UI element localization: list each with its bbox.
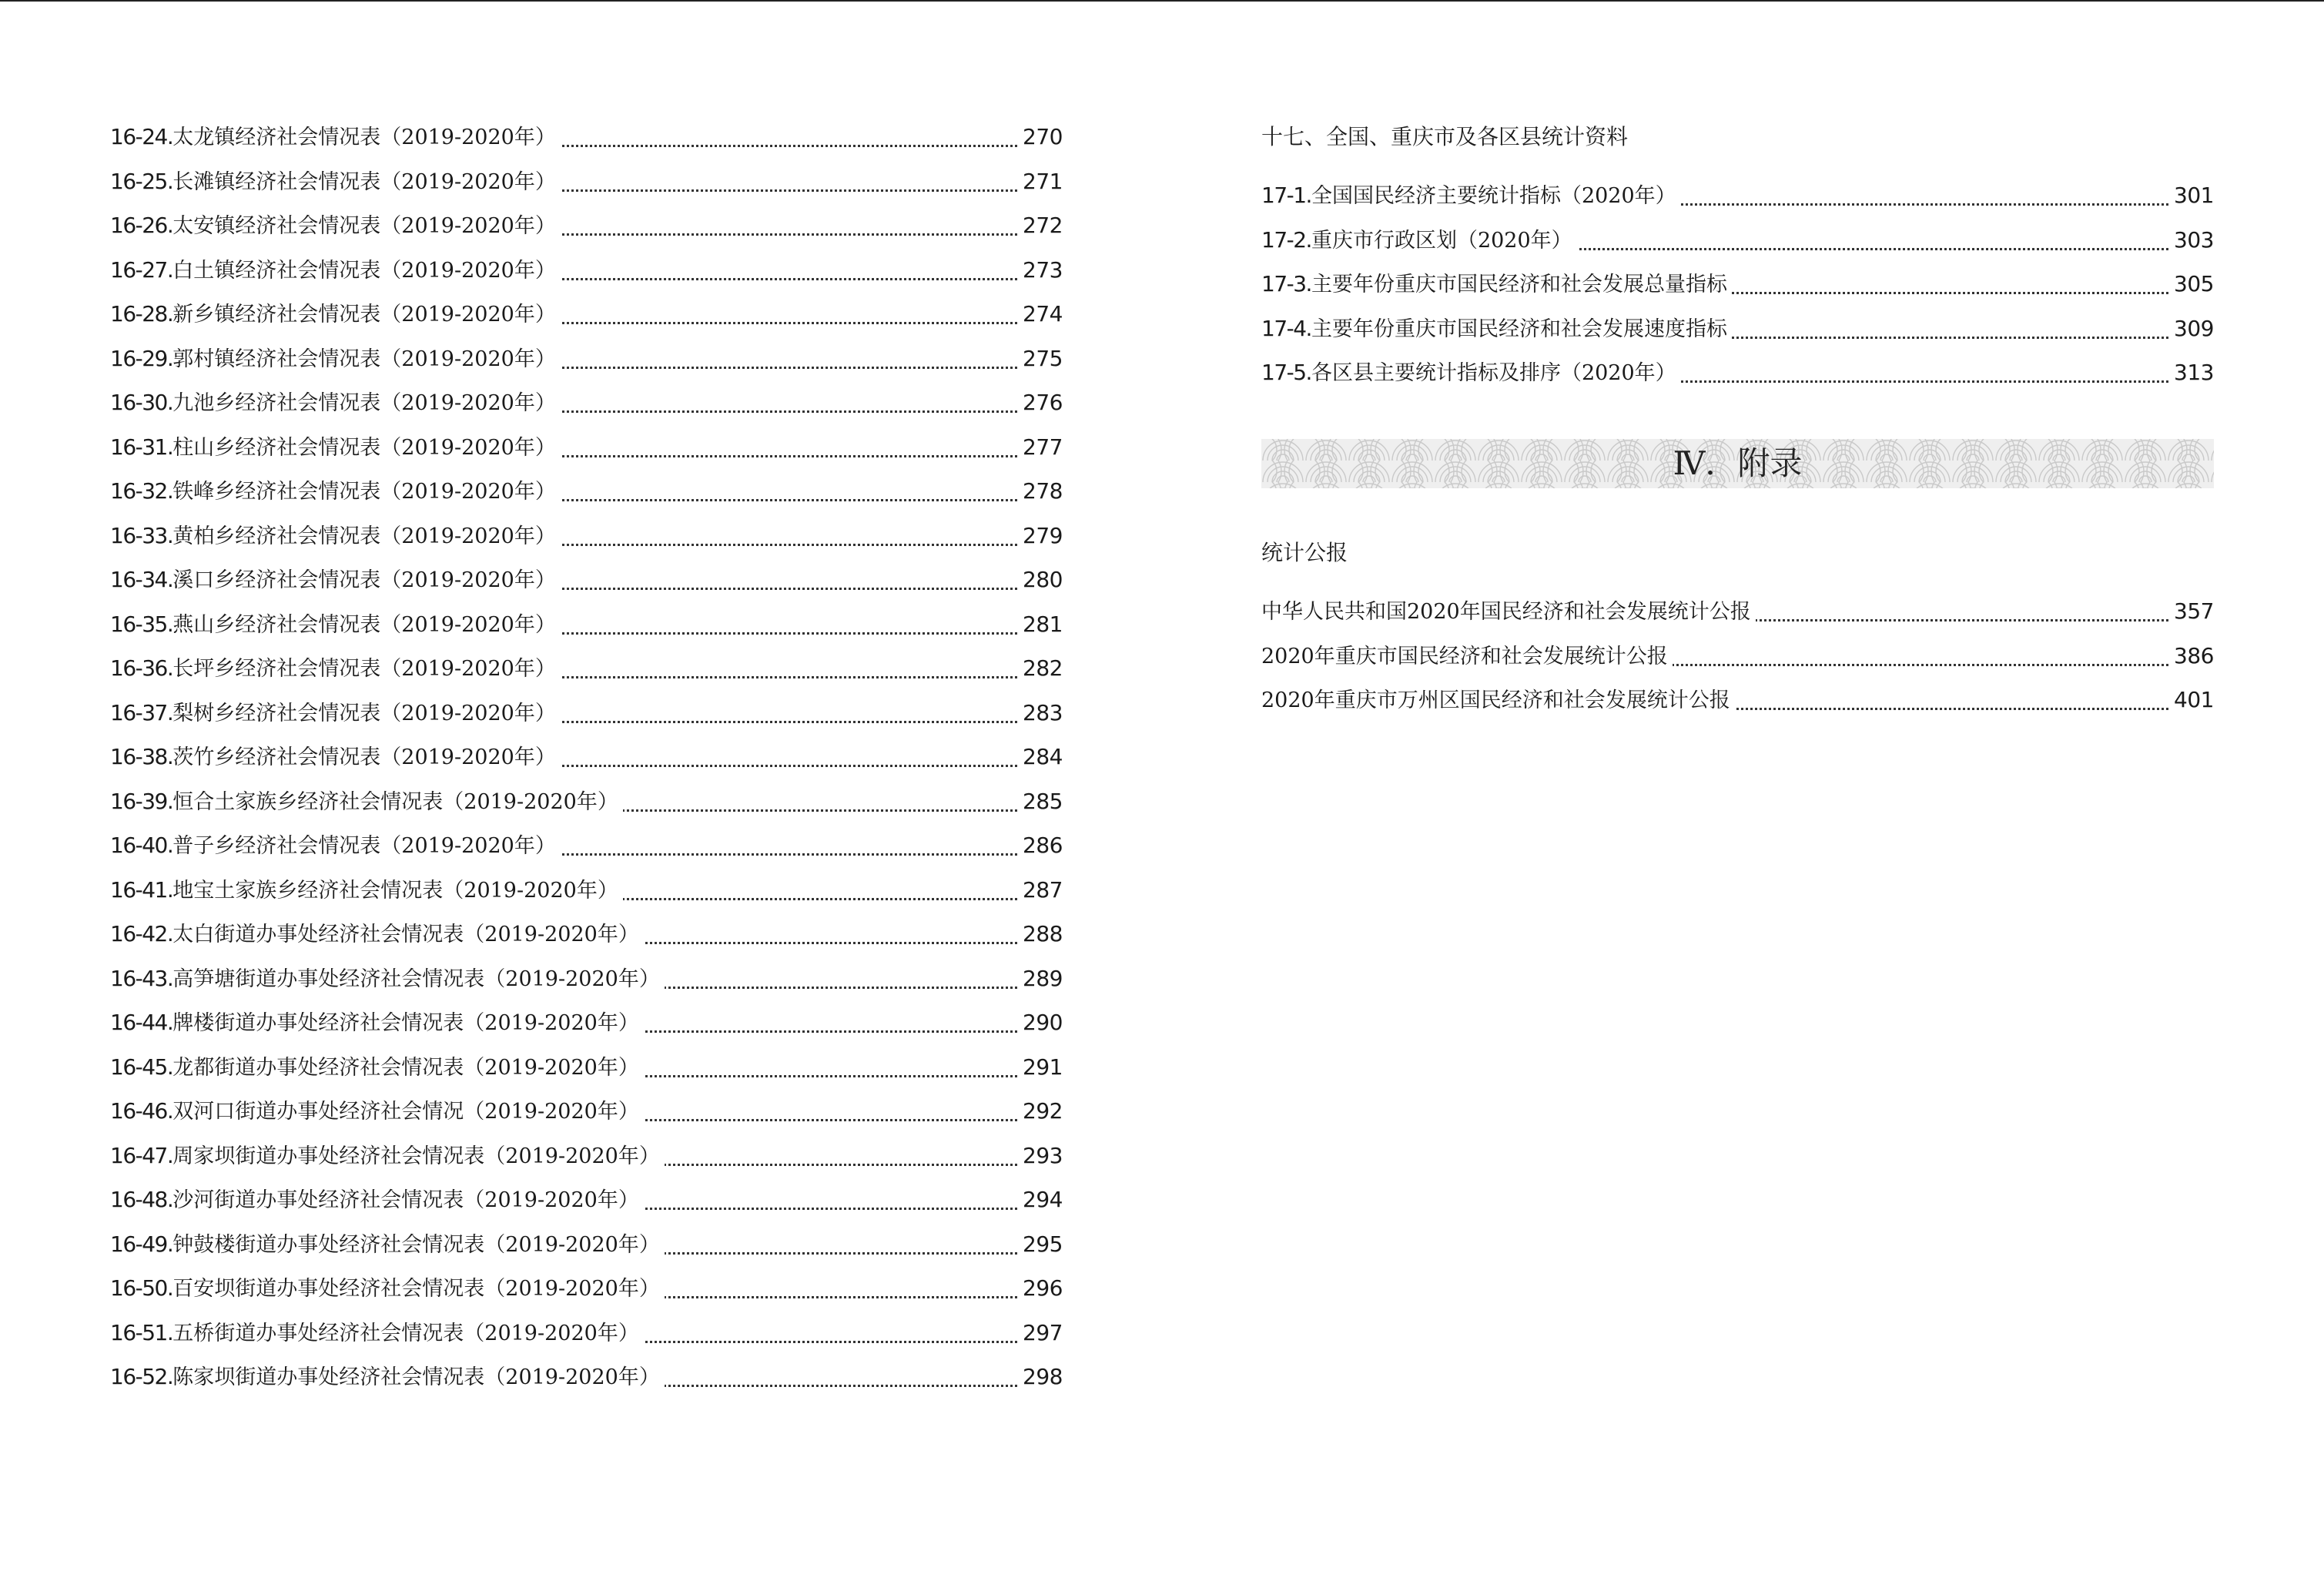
toc-entry-label bbox=[110, 343, 561, 375]
toc-entry-label bbox=[110, 299, 561, 330]
toc-entry-title: 太龙镇经济社会情况表（2019-2020年） bbox=[172, 126, 556, 149]
toc-entry-title: 溪口乡经济社会情况表（2019-2020年） bbox=[172, 568, 556, 592]
toc-left-column bbox=[110, 116, 1063, 1400]
toc-entry-page: 277 bbox=[1020, 432, 1063, 463]
toc-entry-title: 郭村镇经济社会情况表（2019-2020年） bbox=[172, 347, 556, 371]
toc-entry-title: 黄柏乡经济社会情况表（2019-2020年） bbox=[172, 524, 556, 548]
toc-entry-title: 主要年份重庆市国民经济和社会发展速度指标 bbox=[1311, 317, 1727, 341]
toc-entry[interactable] bbox=[110, 1312, 1063, 1356]
toc-entry-title: 陈家坝街道办事处经济社会情况表（2019-2020年） bbox=[172, 1365, 660, 1389]
toc-entry-title: 梨树乡经济社会情况表（2019-2020年） bbox=[172, 701, 556, 725]
toc-entry[interactable] bbox=[110, 249, 1063, 293]
toc-entry-label bbox=[110, 1096, 644, 1127]
toc-entry-label bbox=[1261, 313, 1732, 345]
toc-entry-number: 16-31. bbox=[110, 434, 173, 460]
toc-entry-page: 275 bbox=[1020, 343, 1063, 374]
toc-entry-page: 282 bbox=[1020, 653, 1063, 684]
toc-entry-number: 17-2. bbox=[1261, 226, 1311, 253]
toc-entry-page: 297 bbox=[1020, 1318, 1063, 1348]
toc-entry-label bbox=[110, 875, 623, 906]
toc-entry[interactable] bbox=[110, 957, 1063, 1002]
toc-entry[interactable] bbox=[110, 381, 1063, 426]
toc-entry-page: 305 bbox=[2171, 269, 2214, 300]
toc-entry[interactable] bbox=[110, 1267, 1063, 1312]
toc-entry-title: 五桥街道办事处经济社会情况表（2019-2020年） bbox=[172, 1321, 639, 1345]
toc-entry-label bbox=[110, 521, 561, 552]
toc-entry[interactable] bbox=[1261, 590, 2214, 635]
toc-entry-title: 钟鼓楼街道办事处经济社会情况表（2019-2020年） bbox=[172, 1232, 660, 1257]
toc-entry-page: 272 bbox=[1020, 210, 1063, 241]
toc-entry-title: 白土镇经济社会情况表（2019-2020年） bbox=[172, 258, 556, 283]
toc-entry-page: 288 bbox=[1020, 919, 1063, 950]
toc-entry-label bbox=[110, 609, 561, 641]
bulletins-heading: 统计公报 bbox=[1261, 540, 1348, 565]
toc-entry-title: 各区县主要统计指标及排序（2020年） bbox=[1311, 361, 1676, 385]
toc-entry[interactable] bbox=[110, 603, 1063, 648]
toc-entry-page: 291 bbox=[1020, 1052, 1063, 1083]
toc-entry-title: 太白街道办事处经济社会情况表（2019-2020年） bbox=[172, 923, 639, 946]
toc-entry[interactable] bbox=[110, 470, 1063, 514]
toc-entry-title: 普子乡经济社会情况表（2019-2020年） bbox=[172, 834, 556, 858]
toc-entry[interactable] bbox=[110, 337, 1063, 382]
toc-entry-title: 重庆市行政区划（2020年） bbox=[1311, 228, 1572, 253]
toc-entry-number: 16-30. bbox=[110, 390, 173, 415]
toc-entry-page: 274 bbox=[1020, 299, 1063, 330]
toc-entry-title: 龙都街道办事处经济社会情况表（2019-2020年） bbox=[172, 1055, 639, 1080]
toc-entry-page: 289 bbox=[1020, 963, 1063, 994]
toc-entry-title: 新乡镇经济社会情况表（2019-2020年） bbox=[172, 303, 556, 327]
toc-entry-page: 386 bbox=[2171, 641, 2214, 672]
toc-entry-page: 284 bbox=[1020, 742, 1063, 772]
toc-entry-number: 16-35. bbox=[110, 611, 173, 637]
toc-entry-number: 16-50. bbox=[110, 1275, 173, 1301]
toc-entry-title: 主要年份重庆市国民经济和社会发展总量指标 bbox=[1311, 273, 1727, 296]
toc-entry-number: 16-27. bbox=[110, 256, 173, 283]
toc-entry-number: 16-37. bbox=[110, 699, 173, 725]
toc-entry-page: 271 bbox=[1020, 166, 1063, 197]
toc-entry-page: 287 bbox=[1020, 875, 1063, 906]
toc-entry[interactable] bbox=[110, 780, 1063, 825]
toc-entry-page: 280 bbox=[1020, 565, 1063, 595]
toc-entry-page: 292 bbox=[1020, 1096, 1063, 1127]
toc-entry-title: 全国国民经济主要统计指标（2020年） bbox=[1311, 184, 1676, 208]
toc-entry-title: 太安镇经济社会情况表（2019-2020年） bbox=[172, 214, 556, 238]
toc-entry-number: 16-44. bbox=[110, 1010, 173, 1035]
toc-entry-title: 百安坝街道办事处经济社会情况表（2019-2020年） bbox=[172, 1277, 660, 1301]
toc-entry-number: 16-28. bbox=[110, 301, 173, 327]
toc-entry-title: 牌楼街道办事处经济社会情况表（2019-2020年） bbox=[172, 1011, 639, 1035]
toc-entry-label bbox=[110, 1141, 665, 1172]
toc-entry-number: 16-45. bbox=[110, 1054, 173, 1080]
toc-entry[interactable] bbox=[110, 1355, 1063, 1400]
appendix-title: Ⅳ．附录 bbox=[1673, 444, 1803, 482]
toc-entry[interactable] bbox=[110, 1001, 1063, 1046]
toc-entry[interactable] bbox=[110, 1046, 1063, 1090]
toc-entry-title: 2020年重庆市万州区国民经济和社会发展统计公报 bbox=[1261, 688, 1730, 712]
toc-entry-label bbox=[110, 1318, 644, 1349]
toc-entry-label bbox=[110, 1184, 644, 1216]
toc-entry[interactable] bbox=[110, 558, 1063, 603]
toc-entry-label bbox=[110, 698, 561, 729]
toc-entry[interactable] bbox=[110, 913, 1063, 957]
toc-entry-number: 16-48. bbox=[110, 1187, 173, 1212]
toc-entry-number: 16-29. bbox=[110, 345, 173, 371]
toc-entry-number: 16-49. bbox=[110, 1231, 173, 1257]
toc-entry-label bbox=[110, 963, 665, 995]
toc-entry-page: 293 bbox=[1020, 1141, 1063, 1171]
toc-entry-title: 柱山乡经济社会情况表（2019-2020年） bbox=[172, 435, 556, 460]
toc-entry-page: 281 bbox=[1020, 609, 1063, 640]
toc-entry-title: 恒合土家族乡经济社会情况表（2019-2020年） bbox=[172, 789, 618, 814]
toc-entry-number: 16-51. bbox=[110, 1319, 173, 1345]
toc-entry-page: 285 bbox=[1020, 786, 1063, 817]
page-top-border bbox=[0, 0, 2324, 2]
toc-entry-label bbox=[110, 1229, 665, 1261]
toc-entry[interactable] bbox=[1261, 174, 2214, 219]
toc-entry-label bbox=[110, 919, 644, 950]
toc-entry-label bbox=[110, 1273, 665, 1305]
toc-right-column bbox=[1261, 116, 2214, 396]
toc-entry-label bbox=[110, 166, 561, 198]
toc-entry[interactable] bbox=[110, 1134, 1063, 1179]
section-17-list bbox=[1261, 174, 2214, 396]
toc-entry[interactable] bbox=[110, 692, 1063, 736]
toc-entry[interactable] bbox=[110, 1090, 1063, 1134]
toc-entry-title: 沙河街道办事处经济社会情况表（2019-2020年） bbox=[172, 1188, 639, 1212]
toc-entry-title: 中华人民共和国2020年国民经济和社会发展统计公报 bbox=[1261, 600, 1751, 624]
toc-entry-number: 16-33. bbox=[110, 522, 173, 548]
toc-entry-title: 铁峰乡经济社会情况表（2019-2020年） bbox=[172, 480, 556, 504]
toc-entry-number: 16-47. bbox=[110, 1142, 173, 1168]
toc-entry-number: 17-5. bbox=[1261, 360, 1311, 385]
appendix-banner bbox=[1261, 439, 2214, 488]
toc-entry-page: 283 bbox=[1020, 698, 1063, 729]
toc-entry-page: 270 bbox=[1020, 122, 1063, 152]
toc-entry-label bbox=[110, 653, 561, 685]
toc-entry[interactable] bbox=[110, 204, 1063, 249]
toc-entry-title: 燕山乡经济社会情况表（2019-2020年） bbox=[172, 612, 556, 637]
toc-entry-number: 16-52. bbox=[110, 1364, 173, 1389]
toc-entry-label bbox=[1261, 596, 1756, 628]
toc-entry-page: 303 bbox=[2171, 225, 2214, 256]
toc-entry-title: 地宝土家族乡经济社会情况表（2019-2020年） bbox=[172, 878, 618, 903]
toc-entry-number: 16-46. bbox=[110, 1098, 173, 1124]
toc-entry-label bbox=[110, 1007, 644, 1039]
toc-entry-label bbox=[110, 255, 561, 286]
toc-entry-label bbox=[1261, 357, 1681, 389]
toc-entry[interactable] bbox=[110, 735, 1063, 780]
toc-entry[interactable] bbox=[110, 426, 1063, 471]
toc-entry[interactable] bbox=[110, 293, 1063, 337]
toc-entry-label bbox=[110, 210, 561, 242]
toc-entry[interactable] bbox=[110, 116, 1063, 160]
toc-entry-label bbox=[110, 122, 561, 153]
toc-entry-number: 16-26. bbox=[110, 213, 173, 238]
section-17-heading: 十七、全国、重庆市及各区县统计资料 bbox=[1261, 124, 1629, 149]
toc-entry-page: 301 bbox=[2171, 180, 2214, 211]
toc-entry[interactable] bbox=[110, 869, 1063, 913]
toc-entry-title: 长坪乡经济社会情况表（2019-2020年） bbox=[172, 657, 556, 681]
toc-entry[interactable] bbox=[110, 514, 1063, 559]
toc-entry-page: 276 bbox=[1020, 387, 1063, 418]
toc-entry-label bbox=[110, 830, 561, 862]
toc-entry-label bbox=[110, 476, 561, 508]
toc-entry-label bbox=[110, 1052, 644, 1084]
bulletins-list bbox=[1261, 590, 2214, 723]
toc-entry-number: 16-38. bbox=[110, 744, 173, 769]
toc-entry-label bbox=[1261, 641, 1673, 672]
toc-entry[interactable] bbox=[1261, 219, 2214, 263]
toc-entry-page: 357 bbox=[2171, 596, 2214, 627]
toc-entry-number: 16-43. bbox=[110, 965, 173, 991]
toc-entry-number: 16-34. bbox=[110, 567, 173, 592]
toc-entry-label bbox=[1261, 225, 1577, 256]
toc-entry-number: 16-41. bbox=[110, 876, 173, 903]
toc-entry-label bbox=[110, 432, 561, 464]
toc-entry-title: 周家坝街道办事处经济社会情况表（2019-2020年） bbox=[172, 1144, 660, 1168]
toc-entry-title: 长滩镇经济社会情况表（2019-2020年） bbox=[172, 169, 556, 194]
toc-entry-page: 294 bbox=[1020, 1184, 1063, 1215]
toc-entry-page: 273 bbox=[1020, 255, 1063, 286]
toc-entry-number: 16-40. bbox=[110, 833, 173, 858]
toc-entry-page: 298 bbox=[1020, 1362, 1063, 1392]
toc-entry-label bbox=[110, 387, 561, 419]
bulletins-block bbox=[1261, 531, 2214, 723]
toc-entry-number: 16-36. bbox=[110, 655, 173, 681]
toc-entry-title: 2020年重庆市国民经济和社会发展统计公报 bbox=[1261, 644, 1668, 668]
toc-entry-label bbox=[1261, 180, 1681, 212]
toc-entry[interactable] bbox=[1261, 307, 2214, 352]
toc-entry-label bbox=[110, 1362, 665, 1393]
toc-entry[interactable] bbox=[1261, 351, 2214, 396]
toc-entry-page: 296 bbox=[1020, 1273, 1063, 1304]
toc-entry[interactable] bbox=[110, 647, 1063, 692]
toc-entry-page: 290 bbox=[1020, 1007, 1063, 1038]
toc-entry-title: 双河口街道办事处经济社会情况（2019-2020年） bbox=[172, 1100, 639, 1124]
toc-entry-number: 16-39. bbox=[110, 788, 173, 814]
toc-entry[interactable] bbox=[110, 824, 1063, 869]
toc-entry-number: 16-32. bbox=[110, 478, 173, 504]
toc-entry-page: 295 bbox=[1020, 1229, 1063, 1260]
toc-entry-page: 278 bbox=[1020, 476, 1063, 507]
toc-entry[interactable] bbox=[110, 160, 1063, 205]
toc-entry-number: 16-24. bbox=[110, 124, 173, 149]
toc-entry-page: 401 bbox=[2171, 685, 2214, 715]
toc-entry[interactable] bbox=[1261, 678, 2214, 723]
toc-entry-label bbox=[110, 565, 561, 596]
toc-entry-title: 茨竹乡经济社会情况表（2019-2020年） bbox=[172, 745, 556, 769]
toc-entry-number: 17-4. bbox=[1261, 315, 1311, 341]
toc-entry-label bbox=[110, 742, 561, 773]
toc-entry[interactable] bbox=[1261, 263, 2214, 307]
toc-entry-number: 17-1. bbox=[1261, 183, 1311, 208]
toc-entry-title: 高笋塘街道办事处经济社会情况表（2019-2020年） bbox=[172, 967, 660, 991]
toc-entry[interactable] bbox=[110, 1178, 1063, 1223]
toc-entry-number: 16-25. bbox=[110, 168, 173, 194]
toc-entry-title: 九池乡经济社会情况表（2019-2020年） bbox=[172, 391, 556, 415]
toc-entry-page: 279 bbox=[1020, 521, 1063, 551]
toc-entry-number: 16-42. bbox=[110, 921, 173, 946]
toc-entry-label bbox=[1261, 685, 1735, 716]
toc-entry[interactable] bbox=[1261, 635, 2214, 679]
toc-entry[interactable] bbox=[110, 1223, 1063, 1268]
toc-entry-label bbox=[110, 786, 623, 818]
toc-entry-page: 313 bbox=[2171, 357, 2214, 388]
toc-entry-page: 286 bbox=[1020, 830, 1063, 861]
toc-entry-label bbox=[1261, 269, 1732, 300]
toc-entry-number: 17-3. bbox=[1261, 271, 1311, 296]
toc-entry-page: 309 bbox=[2171, 313, 2214, 344]
